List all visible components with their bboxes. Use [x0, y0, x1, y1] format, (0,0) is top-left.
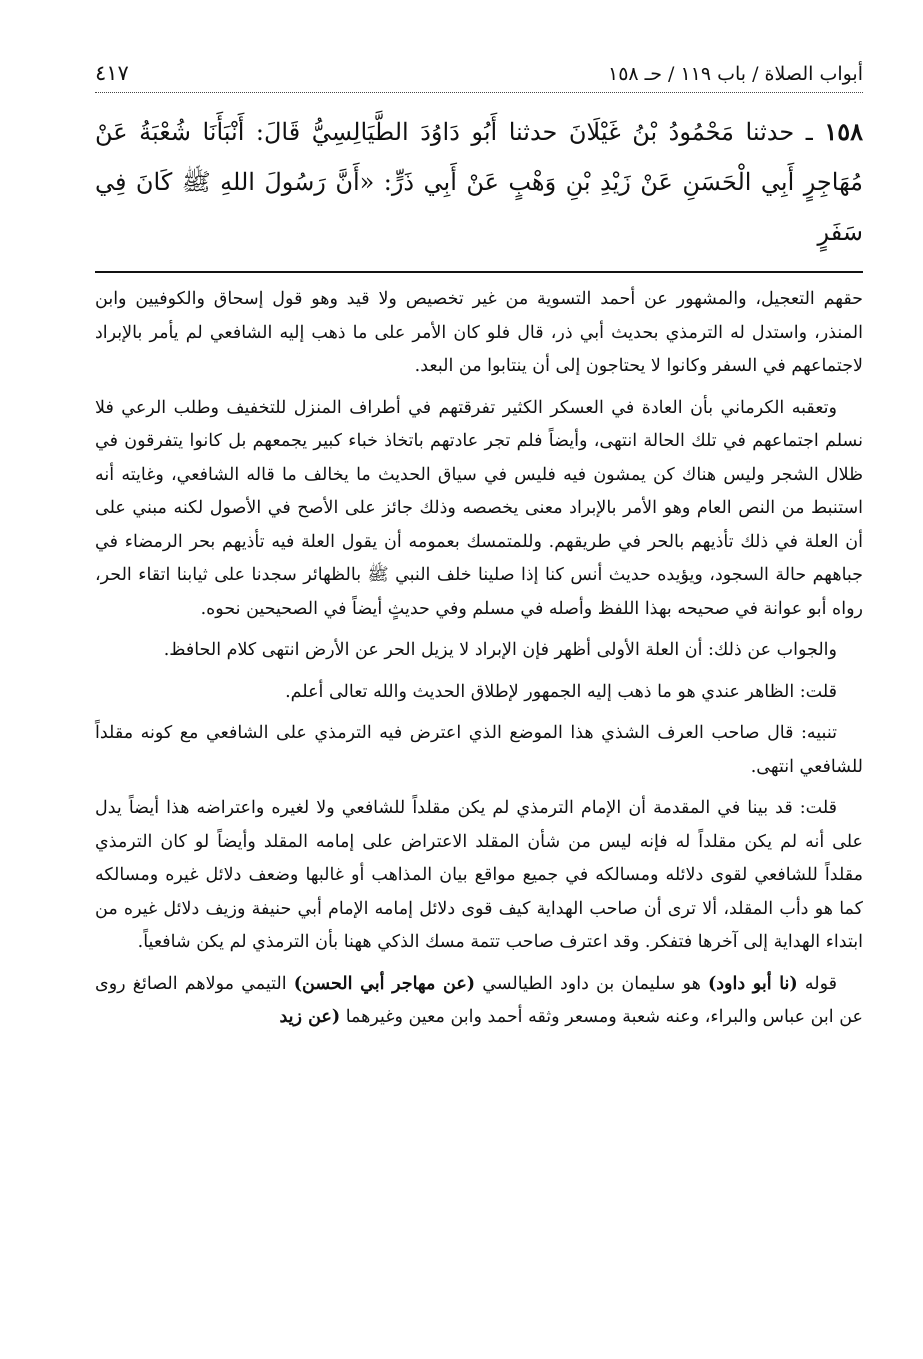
commentary-paragraph-6: قلت: قد بينا في المقدمة أن الإمام الترمذي لم يكن مقلداً للشافعي ولا لغيره واعتراضه هذا أيضاً يدل على أنه لم يكن مقلداً له فإنه ليس من شأن المقلد الاعتراض على إمامه المقلد وأيضاً لو كان الترمذي مقلداً للشافعي لقوى دلائله ومسالكه في جميع مواقع بيان المذاهب أو غالبها وضعف دلائل غيره ومسالكه كما هو دأب المقلد، ألا ترى أن صاحب الهداية كيف قوى دلائل إمامه الإمام أبي حنيفة وزيف دلائل غيره من ابتداء الهداية إلى آخرها فتفكر. وقد اعترف صاحب تتمة مسك الذكي ههنا بأن الترمذي لم يكن شافعياً. — [95, 798, 863, 952]
commentary-paragraph-7 — [95, 968, 863, 1035]
commentary-paragraph-1: حقهم التعجيل، والمشهور عن أحمد التسوية من غير تخصيص ولا قيد وهو قول إسحاق والكوفيين وابن المنذر، واستدل له الترمذي بحديث أبي ذر، قال فلو كان الأمر على ما ذهب إليه الشافعي لم يأمر بالإبراد لاجتماعهم في السفر وكانوا لا يحتاجون إلى أن ينتابوا من البعد. — [95, 289, 863, 376]
p7-quote-3: (عن زيد — [279, 1007, 341, 1027]
book-page — [95, 58, 863, 1043]
commentary-paragraph-5: تنبيه: قال صاحب العرف الشذي هذا الموضع الذي اعترض فيه الترمذي على الشافعي مع كونه مقلداً للشافعي انتهى. — [95, 723, 863, 777]
commentary-paragraph-3: والجواب عن ذلك: أن العلة الأولى أظهر فإن الإبراد لا يزيل الحر عن الأرض انتهى كلام الحافظ. — [163, 640, 837, 660]
p7-text-2: التيمي مولاهم الصائغ روى عن ابن عباس والبراء، وعنه شعبة ومسعر وثقه أحمد وابن معين وغيرهما — [95, 973, 863, 1027]
p7-quote-1: (نا أبو داود) — [707, 973, 798, 994]
running-title: أبواب الصلاة / باب ١١٩ / حـ ١٥٨ — [607, 63, 863, 85]
footnote-divider — [95, 271, 863, 273]
page-number: ٤١٧ — [95, 61, 129, 85]
commentary-paragraph-4: قلت: الظاهر عندي هو ما ذهب إليه الجمهور لإطلاق الحديث والله تعالى أعلم. — [285, 681, 837, 702]
hadith-text-block — [95, 107, 863, 257]
commentary-paragraph-2: وتعقبه الكرماني بأن العادة في العسكر الكثير تفرقتهم في أطراف المنزل للتخفيف وطلب الرعي فلا نسلم اجتماعهم في تلك الحالة انتهى، وأيضاً فلم تجر عادتهم باتخاذ خباء كبير يجمعهم بل كانوا يتفرقون في ظلال الشجر وليس هناك كن يمشون فيه فليس في سياق الحديث ما يخالف ما قاله الشافعي، وغايته أنه استنبط من النص العام وهو الأمر بالإبراد معنى يخصصه وذلك جائز على الأصح في الأصول لكنه مبني على أن العلة في ذلك تأذيهم بالحر في طريقهم. وللمتمسك بعمومه أن يقول العلة فيه تأذيهم بحر الرمضاء في جباههم حالة السجود، ويؤيده حديث أنس كنا إذا صلينا خلف النبي ﷺ بالظهائر سجدنا على ثيابنا اتقاء الحر، رواه أبو عوانة في صحيحه بهذا اللفظ وأصله في مسلم وفي حديثٍ أيضاً في الصحيحين نحوه. — [95, 397, 863, 619]
commentary — [95, 283, 863, 1035]
hadith-number: ١٥٨ — [824, 117, 863, 146]
running-header — [95, 58, 863, 93]
p7-text-1: هو سليمان بن داود الطيالسي — [482, 973, 701, 994]
hadith-text: ـ حدثنا مَحْمُودُ بْنُ غَيْلَانَ حدثنا أَبُو دَاوُدَ الطَّيَالِسِيُّ قَالَ: أَنْبَأَنَا شُعْبَةُ عَنْ مُهَاجِرٍ أَبِي الْحَسَنِ عَنْ زَيْدِ بْنِ وَهْبٍ عَنْ أَبِي ذَرٍّ: «أَنَّ رَسُولَ اللهِ ﷺ كَانَ فِي سَفَرٍ — [95, 118, 864, 246]
p7-lead: قوله — [804, 973, 837, 994]
p7-quote-2: (عن مهاجر أبي الحسن) — [293, 973, 476, 994]
